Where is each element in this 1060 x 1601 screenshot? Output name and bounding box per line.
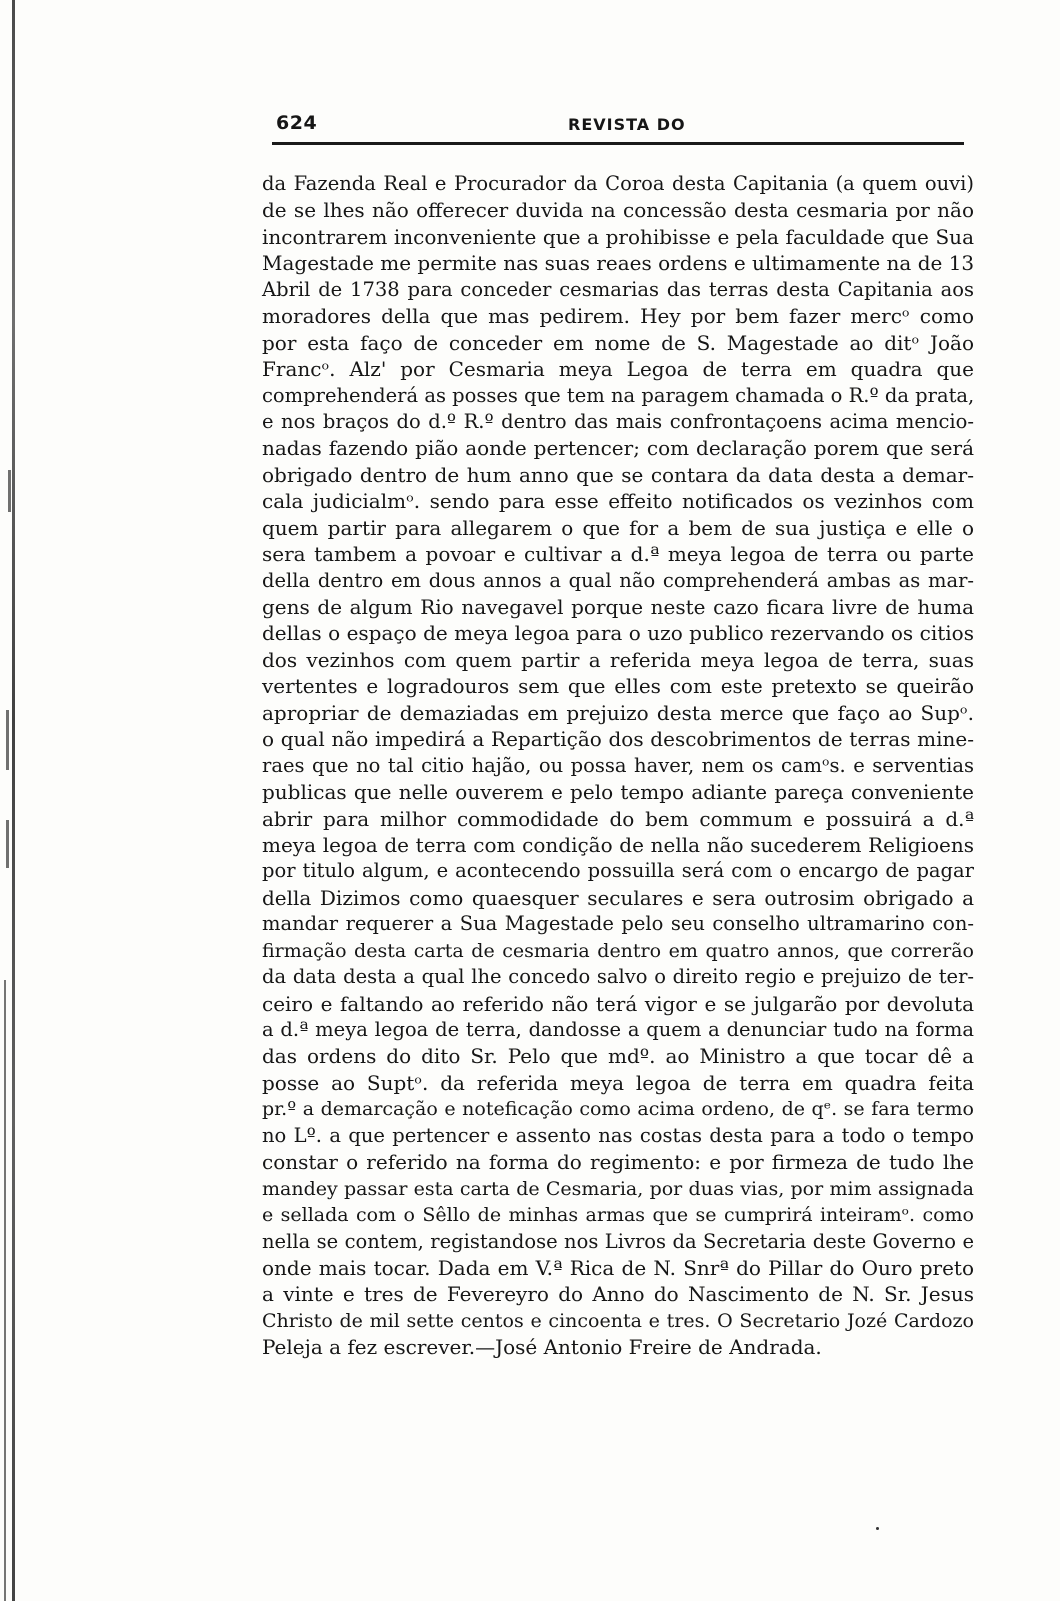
text-line: por titulo algum, e acontecendo possuilla será com o encargo de pagar <box>262 859 974 883</box>
text-line: dos vezinhos com quem partir a referida meya legoa de terra, suas <box>262 647 974 672</box>
binding-edge-shadow <box>4 980 6 1601</box>
text-line: obrigado dentro de hum anno que se contara da data desta a demar- <box>262 462 974 487</box>
text-line: por esta faço de conceder em nome de S. Magestade ao ditᵒ João <box>262 330 974 355</box>
text-line: o qual não impedirá a Repartição dos descobrimentos de terras mine- <box>262 727 974 752</box>
text-line: incontrarem inconveniente que a prohibisse e pela faculdade que Sua <box>262 224 974 249</box>
page-number: 624 <box>276 112 318 134</box>
text-line: mandey passar esta carta de Cesmaria, por duas vias, por mim assignada <box>262 1177 974 1200</box>
text-line: Francᵒ. Alz' por Cesmaria meya Legoa de terra em quadra que <box>262 357 974 382</box>
text-line: Magestade me permite nas suas reaes ordens e ultimamente na de 13 <box>262 251 975 276</box>
text-line: a d.ª meya legoa de terra, dandosse a quem a denunciar tudo na forma <box>262 1018 974 1041</box>
text-line: onde mais tocar. Dada em V.ª Rica de N. Snrª do Pillar do Ouro preto <box>262 1255 974 1280</box>
text-line: Abril de 1738 para conceder cesmarias das terras desta Capitania aos <box>262 277 974 301</box>
text-line: dellas o espaço de meya legoa para o uzo publico rezervando os citios <box>262 621 974 646</box>
scan-mark <box>6 710 9 770</box>
text-line: sera tambem a povoar e cultivar a d.ª meya legoa de terra ou parte <box>262 542 974 567</box>
text-line: moradores della que mas pedirem. Hey por bem fazer mercᵒ como <box>262 304 974 329</box>
scan-mark <box>6 820 9 868</box>
text-line: meya legoa de terra com condição de nella não sucederem Religioens <box>262 832 974 857</box>
text-line: posse ao Suptᵒ. da referida meya legoa de terra em quadra feita <box>262 1070 974 1095</box>
text-line: e sellada com o Sêllo de minhas armas que se cumprirá inteiramᵒ. como <box>262 1204 974 1227</box>
header-rule <box>272 142 964 145</box>
text-line: de se lhes não offerecer duvida na concessão desta cesmaria por não <box>262 198 974 223</box>
text-line: Christo de mil sette centos e cincoenta e tres. O Secretario Jozé Cardozo <box>262 1309 974 1332</box>
text-line: cala judicialmᵒ. sendo para esse effeito notificados os vezinhos com <box>262 489 974 514</box>
text-line: gens de algum Rio navegavel porque neste cazo ficara livre de huma <box>262 595 974 619</box>
text-line: vertentes e logradouros sem que elles com este pretexto se queirão <box>262 674 974 699</box>
dust-speck <box>876 1527 879 1530</box>
text-line: nadas fazendo pião aonde pertencer; com declaração porem que será <box>262 436 974 461</box>
text-line: da Fazenda Real e Procurador da Coroa desta Capitania (a quem ouvi) <box>262 172 974 195</box>
text-line: della Dizimos como quaesquer seculares e sera outrosim obrigado a <box>262 885 974 910</box>
running-head: REVISTA DO <box>568 115 686 134</box>
scan-mark <box>8 470 11 512</box>
text-line: no Lº. a que pertencer e assento nas costas desta para a todo o tempo <box>262 1123 974 1147</box>
text-line: publicas que nelle ouverem e pelo tempo adiante pareça conveniente <box>262 780 974 805</box>
text-line-last: Peleja a fez escrever.—José Antonio Freire de Andrada. <box>262 1335 822 1360</box>
document-body <box>262 171 974 1361</box>
text-line: raes que no tal citio hajão, ou possa haver, nem os camᵒs. e serventias <box>262 753 974 777</box>
text-line: constar o referido na forma do regimento: e por firmeza de tudo lhe <box>262 1150 974 1175</box>
text-line: firmação desta carta de cesmaria dentro em quatro annos, que correrão <box>262 939 974 962</box>
binding-edge <box>12 0 15 1601</box>
text-line: pr.º a demarcação e noteficação como acima ordeno, de qᵉ. se fara termo <box>262 1098 974 1121</box>
text-line: da data desta a qual lhe concedo salvo o direito regio e prejuizo de ter- <box>262 965 974 989</box>
text-line: comprehenderá as posses que tem na paragem chamada o R.º da prata, <box>262 383 975 407</box>
text-line: das ordens do dito Sr. Pelo que mdº. ao Ministro a que tocar dê a <box>262 1044 974 1069</box>
text-line: abrir para milhor commodidade do bem commum e possuirá a d.ª <box>262 806 974 831</box>
page-header <box>270 112 970 142</box>
text-line: quem partir para allegarem o que for a bem de sua justiça e elle o <box>262 515 974 540</box>
text-line: ceiro e faltando ao referido não terá vigor e se julgarão por devoluta <box>262 991 974 1016</box>
text-line: e nos braços do d.º R.º dentro das mais confrontaçoens acima mencio- <box>262 409 974 433</box>
text-line: a vinte e tres de Fevereyro do Anno do Nascimento de N. Sr. Jesus <box>262 1282 974 1307</box>
text-line: mandar requerer a Sua Magestade pelo seu conselho ultramarino con- <box>262 912 974 936</box>
text-line: apropriar de demaziadas em prejuizo desta merce que faço ao Supᵒ. <box>262 700 974 725</box>
text-line: nella se contem, registandose nos Livros da Secretaria deste Governo e <box>262 1229 974 1253</box>
text-line: della dentro em dous annos a qual não comprehenderá ambas as mar- <box>262 568 974 592</box>
